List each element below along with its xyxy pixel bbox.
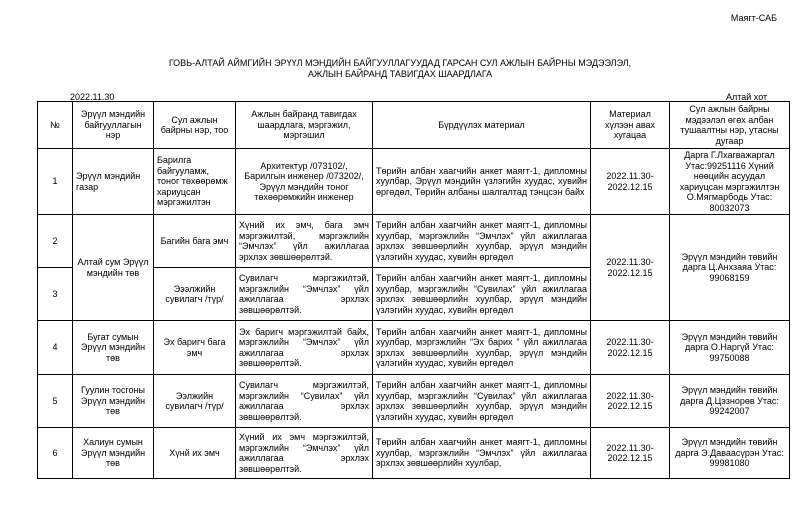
row-org: Халиун сумын Эрүүл мэндийн төв	[73, 428, 154, 479]
row-requirements: Сувилагч мэргэжилтэй, мэргэжлийн “Сувилах” үйл ажиллагаа эрхлэх зөвшөөрөлтэй.	[236, 375, 373, 428]
header-requirements: Ажлын байранд тавигдах шаардлага, мэргэжил, мэргэшил	[236, 102, 373, 149]
header-row	[38, 102, 790, 149]
row-requirements: Эх баригч мэргэжилтэй байх, мэргэжлийн “Эмчлэх” үйл ажиллагаа эрхлэх зөвшөөрөлтэй.	[236, 321, 373, 375]
row-contact: Эрүүл мэндийн төвийн дарга Д.Цэзнорөв Утас: 99242007	[670, 375, 790, 428]
row-vacancy: Ээлжийн сувилагч /түр/	[154, 375, 236, 428]
table-row	[38, 428, 790, 479]
row-requirements: Сувилагч мэргэжилтэй, мэргэжлийн “Эмчлэх” үйл ажиллагаа эрхлэх зөвшөөрөлтэй.	[236, 268, 373, 321]
row-period: 2022.11.30- 2022.12.15	[591, 428, 670, 479]
row-requirements: Архитектур /073102/, Барилгын инженер /073202/, Эрүүл мэндийн тоног төхөөрөмжийн инженер	[236, 149, 373, 215]
row-no: 2	[38, 215, 73, 268]
table-row	[38, 321, 790, 375]
form-code: Маягт-САБ	[730, 13, 777, 23]
row-period: 2022.11.30- 2022.12.15	[591, 215, 670, 321]
header-no: №	[38, 102, 73, 149]
row-materials: Төрийн албан хаагчийн анкет маягт-1, дипломны хуулбар, мэргэжлийн “Сувилах” үйл ажиллагаа эрхлэх зөвшөөрлийн хуулбар, эрүүл мэндийн үзлэгийн хуудас, хувийн өргөдөл	[373, 268, 591, 321]
header-org: Эрүүл мэндийн байгууллагын нэр	[73, 102, 154, 149]
row-no: 5	[38, 375, 73, 428]
header-period: Материал хүлээн авах хугацаа	[591, 102, 670, 149]
row-requirements: Хүний их эмч, бага эмч мэргэжилтэй, мэргэжлийн “Эмчлэх” үйл ажиллагаа эрхлэх зөвшөөрөлтэй.	[236, 215, 373, 268]
row-org: Гуулин тосгоны Эрүүл мэндийн төв	[73, 375, 154, 428]
row-materials: Төрийн албан хаагчийн анкет маягт-1, дипломны хуулбар, мэргэжлийн “Эмчлэх” үйл ажиллагаа эрхлэх зөвшөөрлийн хуулбар, эрүүл мэндийн үзлэгийн хуудас, хувийн өргөдөл	[373, 215, 591, 268]
row-contact: Эрүүл мэндийн төвийн дарга Ц.Анхзаяа Утас: 99068159	[670, 215, 790, 321]
table-row	[38, 375, 790, 428]
row-contact: Эрүүл мэндийн төвийн дарга Э.Даваасүрэн Утас: 99981080	[670, 428, 790, 479]
row-contact: Эрүүл мэндийн төвийн дарга О.Наргүй Утас: 99750088	[670, 321, 790, 375]
row-vacancy: Эээлжийн сувилагч /түр/	[154, 268, 236, 321]
row-period: 2022.11.30- 2022.12.15	[591, 149, 670, 215]
row-org: Алтай сум Эрүүл мэндийн төв	[73, 215, 154, 321]
row-period: 2022.11.30- 2022.12.15	[591, 375, 670, 428]
document-place: Алтай хот	[726, 92, 768, 102]
title-line-2: АЖЛЫН БАЙРАНД ТАВИГДАХ ШААРДЛАГА	[307, 69, 493, 79]
document-title	[0, 58, 800, 80]
document-date: 2022.11.30	[70, 92, 115, 102]
row-no: 6	[38, 428, 73, 479]
row-no: 3	[38, 268, 73, 321]
table-row	[38, 149, 790, 215]
row-vacancy: Хүнй их эмч	[154, 428, 236, 479]
row-contact: Дарга Г.Лхагважаргал Утас:99251116 Хүний нөөцийн асуудал хариуцсан мэргэжилтэн О.Мягмарбодь Утас: 80032073	[670, 149, 790, 215]
row-materials: Төрийн албан хаагчийн анкет маягт-1, дипломны хуулбар, мэргэжлийн “Сувилах” үйл ажиллагаа эрхлэх зөвшөөрлийн хуулбар, эрүүл мэндийн үзлэгийн хуудас, хувийн өргөдөл	[373, 375, 591, 428]
row-materials: Төрийн албан хаагчийн анкет маягт-1, дипломны хуулбар, Эрүүл мэндийн үзлэгийн хуудас, хувийн өргөдөл, Төрийн албаны шалгалтад тэнцсэн байх	[373, 149, 591, 215]
table-row	[38, 215, 790, 268]
header-contact: Сул ажлын байрны мэдээлэл өгөх албан тушаалтны нэр, утасны дугаар	[670, 102, 790, 149]
row-materials: Төрийн албан хаагчийн анкет маягт-1, дипломны хуулбар, мэргэжлийн “Эмчлэх” үйл ажиллагаа эрхлэх зөвшөөрлийн хуулбар,	[373, 428, 591, 479]
header-materials: Бүрдүүлэх материал	[373, 102, 591, 149]
header-vacancy: Сул ажлын байрны нэр, тоо	[154, 102, 236, 149]
row-org: Эрүүл мэндийн газар	[73, 149, 154, 215]
row-vacancy: Барилга байгууламж, тоног төхөөрөмж хариуцсан мэргэжилтэн	[154, 149, 236, 215]
row-no: 1	[38, 149, 73, 215]
row-vacancy: Багийн бага эмч	[154, 215, 236, 268]
row-org: Бугат сумын Эрүүл мэндийн төв	[73, 321, 154, 375]
row-period: 2022.11.30- 2022.12.15	[591, 321, 670, 375]
row-requirements: Хүний их эмч мэргэжилтэй, мэргэжлийн “Эмчлэх” үйл ажиллагаа эрхлэх зөвшөөрөлтэй.	[236, 428, 373, 479]
vacancy-table	[37, 101, 790, 479]
row-materials: Төрийн албан хаагчийн анкет маягт-1, дипломны хуулбар, мэргэжлийн “Эх барих ” үйл ажиллагаа эрхлэх зөвшөөрлийн хуулбар, эрүүл мэндийн үзлэгийн хуудас, хувийн өргөдөл	[373, 321, 591, 375]
title-line-1: ГОВЬ-АЛТАЙ АЙМГИЙН ЭРҮҮЛ МЭНДИЙН БАЙГУУЛЛАГУУДАД ГАРСАН СУЛ АЖЛЫН БАЙРНЫ МЭДЭЭЛЭЛ,	[168, 58, 632, 68]
row-no: 4	[38, 321, 73, 375]
row-vacancy: Эх баригч бага эмч	[154, 321, 236, 375]
